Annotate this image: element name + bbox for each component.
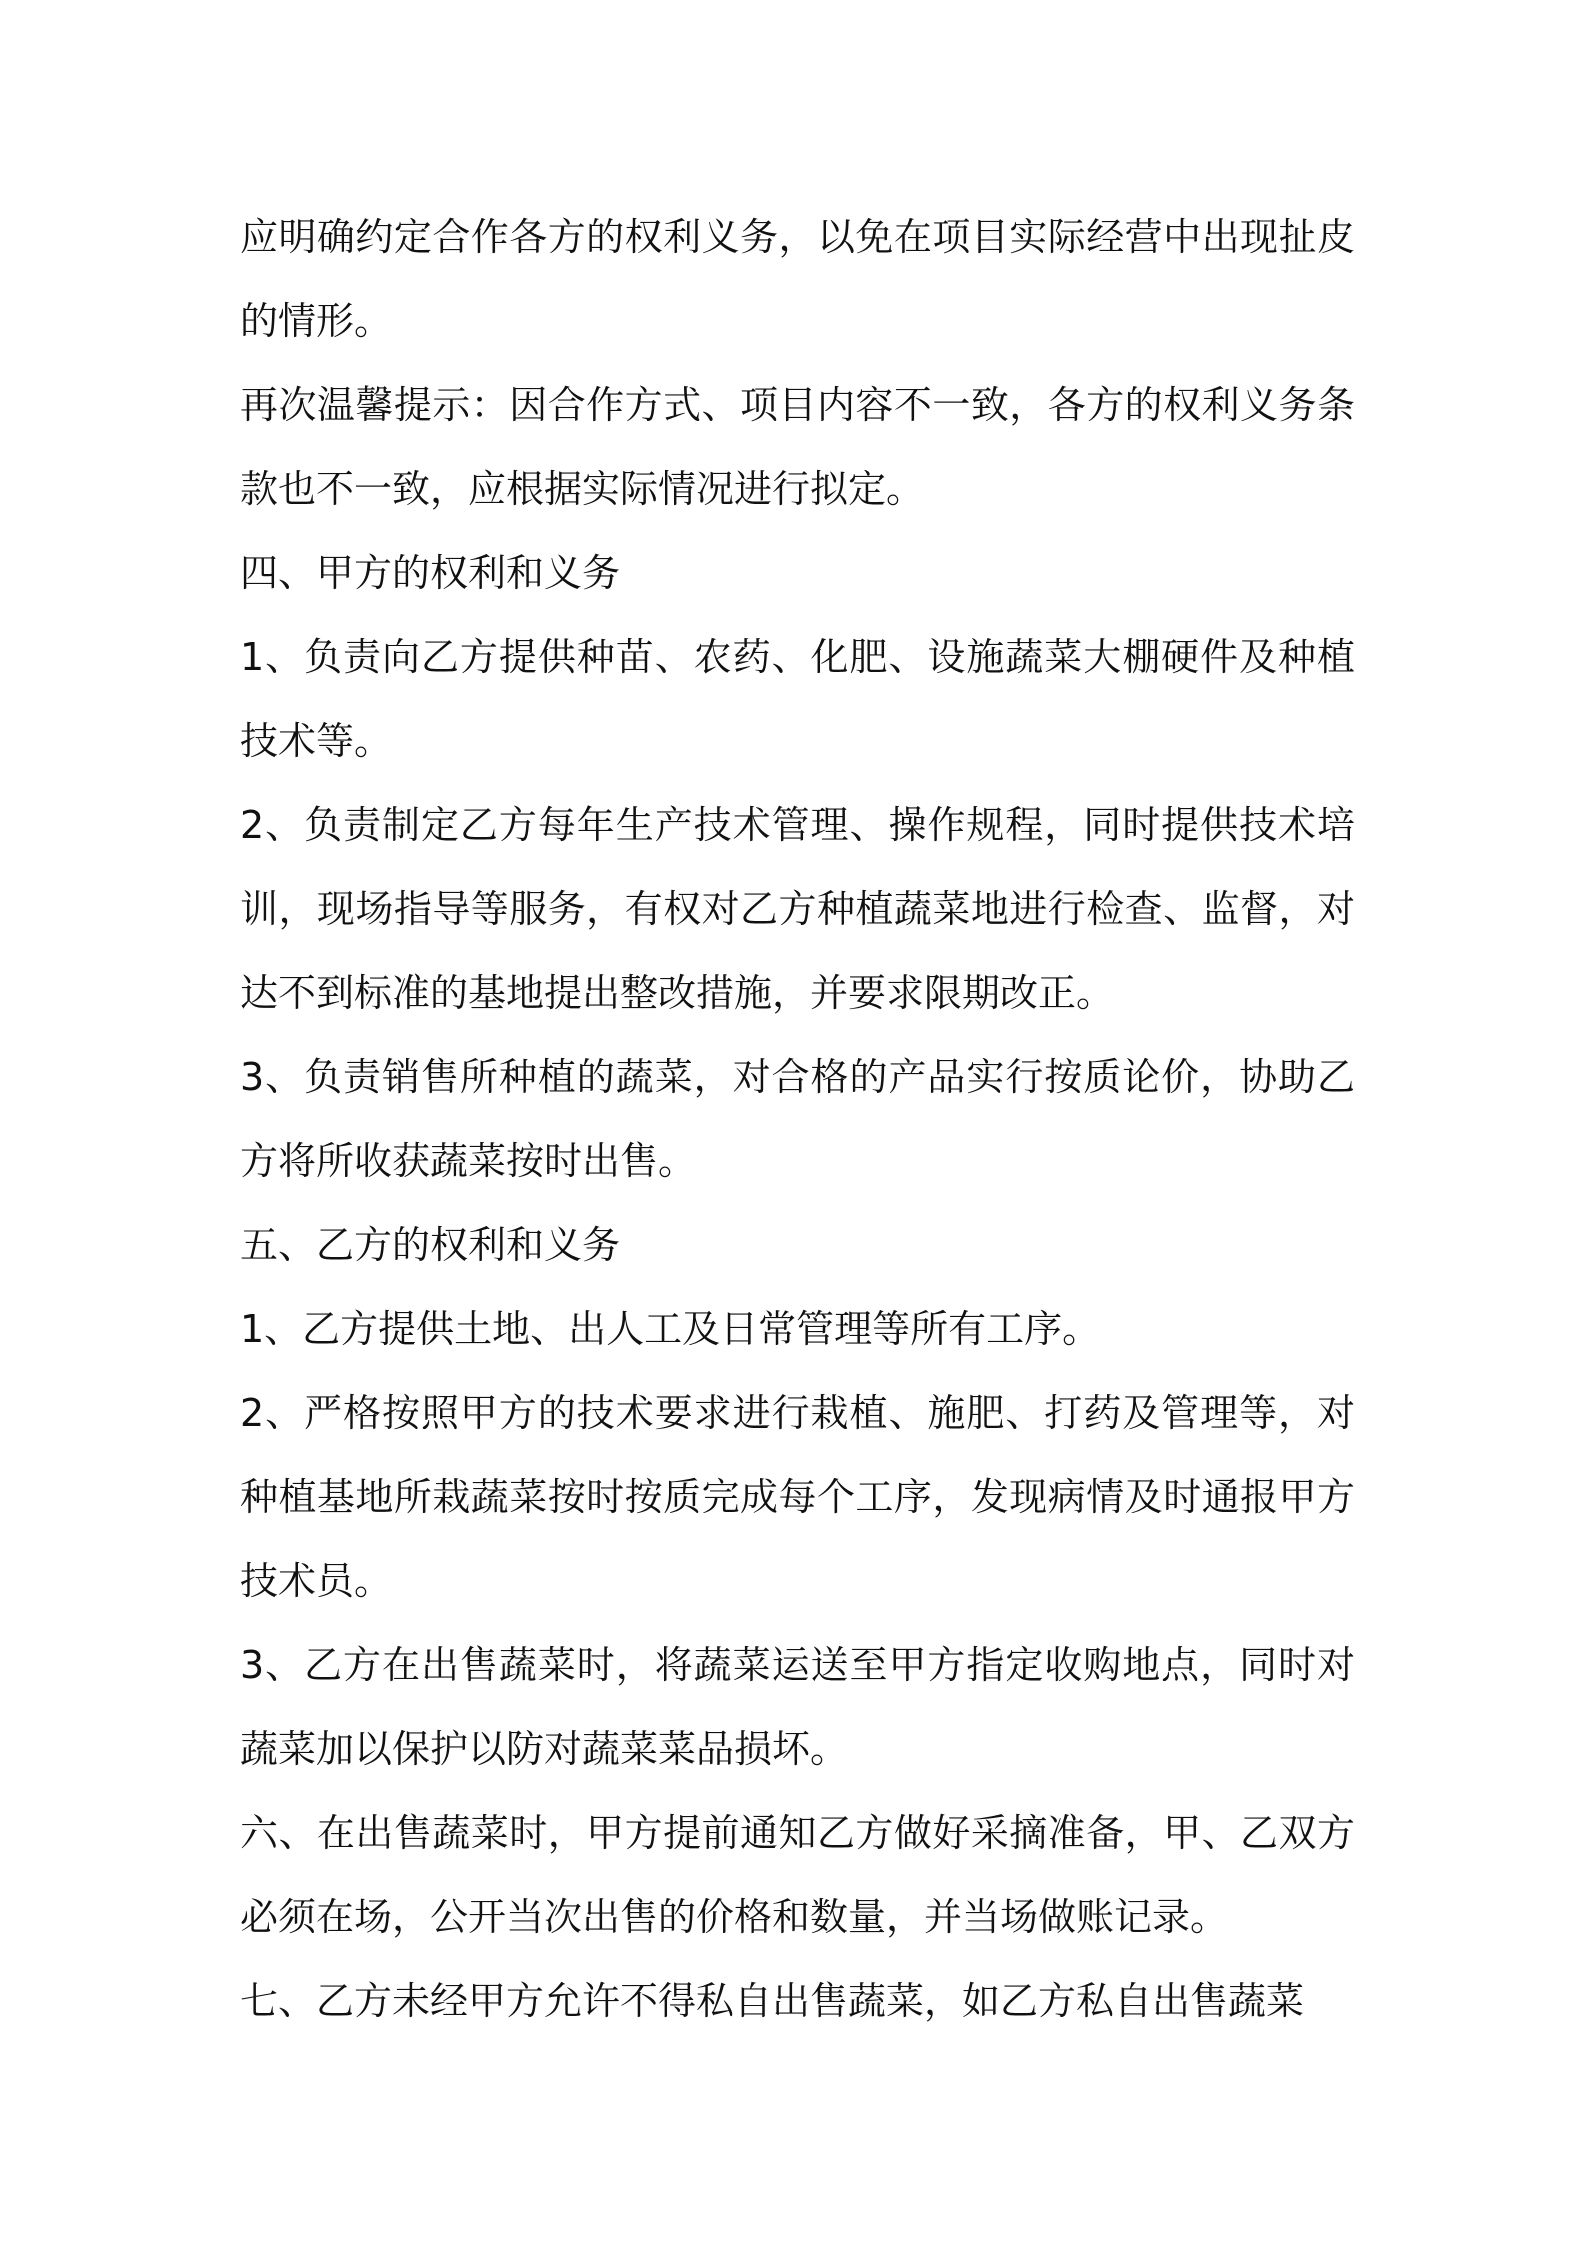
paragraph-reminder: 再次温馨提示：因合作方式、项目内容不一致，各方的权利义务条款也不一致，应根据实际情况进行拟定。 bbox=[240, 383, 1355, 511]
heading-party-b-rights: 五、乙方的权利和义务 bbox=[240, 1223, 621, 1267]
paragraph-party-a-item-2: 2、负责制定乙方每年生产技术管理、操作规程，同时提供技术培训，现场指导等服务，有权对乙方种植蔬菜地进行检查、监督，对达不到标准的基地提出整改措施，并要求限期改正。 bbox=[240, 803, 1355, 1015]
paragraph-party-a-item-1: 1、负责向乙方提供种苗、农药、化肥、设施蔬菜大棚硬件及种植技术等。 bbox=[240, 635, 1355, 763]
paragraph-obligations-intro: 应明确约定合作各方的权利义务，以免在项目实际经营中出现扯皮的情形。 bbox=[240, 215, 1355, 343]
paragraph-party-a-item-3: 3、负责销售所种植的蔬菜，对合格的产品实行按质论价，协助乙方将所收获蔬菜按时出售。 bbox=[240, 1055, 1355, 1183]
paragraph-section-seven: 七、乙方未经甲方允许不得私自出售蔬菜，如乙方私自出售蔬菜 bbox=[240, 1979, 1305, 2023]
paragraph-party-b-item-3: 3、乙方在出售蔬菜时，将蔬菜运送至甲方指定收购地点，同时对蔬菜加以保护以防对蔬菜菜品损坏。 bbox=[240, 1643, 1355, 1771]
paragraph-party-b-item-2: 2、严格按照甲方的技术要求进行栽植、施肥、打药及管理等，对种植基地所栽蔬菜按时按质完成每个工序，发现病情及时通报甲方技术员。 bbox=[240, 1391, 1355, 1603]
paragraph-section-six: 六、在出售蔬菜时，甲方提前通知乙方做好采摘准备，甲、乙双方必须在场，公开当次出售的价格和数量，并当场做账记录。 bbox=[240, 1811, 1355, 1939]
document-body bbox=[240, 195, 1355, 2043]
paragraph-party-b-item-1: 1、乙方提供土地、出人工及日常管理等所有工序。 bbox=[240, 1307, 1101, 1351]
heading-party-a-rights: 四、甲方的权利和义务 bbox=[240, 551, 621, 595]
